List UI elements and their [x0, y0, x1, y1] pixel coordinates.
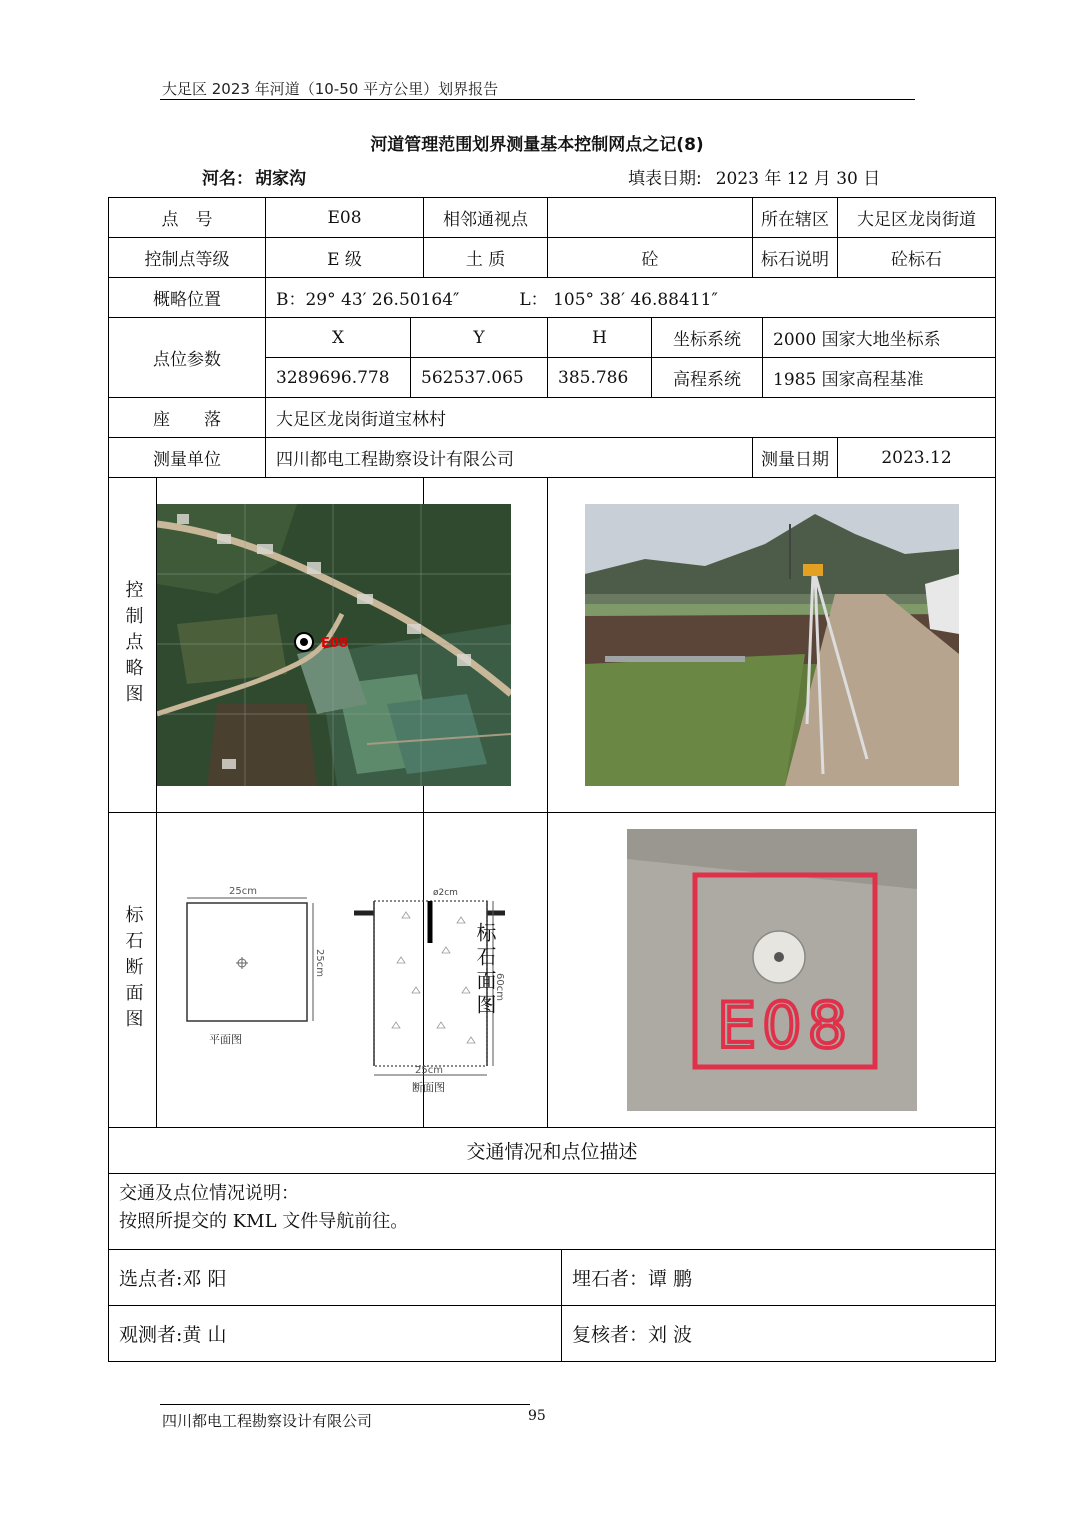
grade-value: E 级: [266, 238, 424, 278]
depth-label: 60cm: [494, 972, 505, 1001]
river-name: [200, 164, 306, 189]
coord-sys-value: 2000 国家大地坐标系: [763, 318, 996, 358]
marker-label: 标石说明: [753, 238, 838, 278]
page-number: 95: [528, 1408, 546, 1424]
district-value: 大足区龙岗街道: [838, 198, 996, 238]
district-label: 所在辖区: [753, 198, 838, 238]
unit-value: 四川都电工程勘察设计有限公司: [266, 438, 753, 478]
section-caption: 断面图: [412, 1080, 445, 1093]
adjacent-label: 相邻通视点: [424, 198, 548, 238]
section-width-label: 25cm: [415, 1064, 443, 1076]
survey-date-label: 测量日期: [753, 438, 838, 478]
plan-caption: 平面图: [209, 1032, 242, 1046]
longitude: L： 105° 38′ 46.88411″: [519, 290, 718, 310]
river-label: 河名：: [202, 169, 253, 189]
site-value: 大足区龙岗街道宝林村: [266, 398, 996, 438]
elev-sys-value: 1985 国家高程基准: [763, 358, 996, 398]
sketch-label: 控制点略图: [122, 580, 144, 710]
site-label: 座 落: [109, 398, 266, 438]
sketch-map-cell: [157, 478, 424, 813]
x-label: X: [266, 318, 411, 358]
coord-sys-label: 坐标系统: [652, 318, 763, 358]
header-divider: [160, 99, 915, 100]
plan-view: [187, 886, 325, 1046]
traffic-desc-cell: [109, 1174, 996, 1250]
soil-value: 砼: [548, 238, 753, 278]
fill-date: [628, 164, 880, 189]
photo-cell: [548, 478, 996, 813]
marker-value: 砼标石: [838, 238, 996, 278]
face-photo-cell: [548, 813, 996, 1128]
h-value: 385.786: [548, 358, 652, 398]
control-point-table: [108, 197, 996, 1362]
adjacent-value: [548, 198, 753, 238]
x-value: 3289696.778: [266, 358, 411, 398]
observer: 观测者:黄 山: [109, 1306, 562, 1362]
sketch-point-label: E08: [321, 636, 348, 651]
plan-height-label: 25cm: [314, 948, 325, 977]
plan-width-label: 25cm: [229, 885, 257, 897]
report-header: 大足区 2023 年河道（10-50 平方公里）划界报告: [162, 80, 499, 98]
fill-date-label: 填表日期:: [628, 169, 702, 189]
marker-face-photo: [627, 829, 917, 1111]
face-label: 标石面图: [473, 922, 498, 1018]
footer-divider: [160, 1404, 530, 1405]
section-label: 标石断面图: [122, 905, 144, 1035]
y-value: 562537.065: [411, 358, 548, 398]
grade-label: 控制点等级: [109, 238, 266, 278]
fill-date-value: 2023 年 12 月 30 日: [715, 169, 881, 189]
selector: 选点者:邓 阳: [109, 1250, 562, 1306]
soil-label: 土 质: [424, 238, 548, 278]
traffic-title: 交通情况和点位描述: [109, 1128, 996, 1174]
marker-section-drawing: [157, 843, 512, 1093]
traffic-desc: 按照所提交的 KML 文件导航前往。: [119, 1211, 409, 1232]
y-label: Y: [411, 318, 548, 358]
survey-date-value: 2023.12: [838, 438, 996, 478]
location-label: 概略位置: [109, 278, 266, 318]
h-label: H: [548, 318, 652, 358]
river-value: 胡家沟: [255, 169, 306, 189]
latitude: B：29° 43′ 26.50164″: [276, 290, 460, 310]
traffic-desc-label: 交通及点位情况说明：: [119, 1183, 299, 1204]
reviewer: 复核者：刘 波: [562, 1306, 996, 1362]
satellite-sketch-map: [157, 504, 511, 786]
point-no-value: E08: [266, 198, 424, 238]
page-title: 河道管理范围划界测量基本控制网点之记(8): [370, 135, 704, 155]
params-label: 点位参数: [109, 318, 266, 398]
footer-company: 四川都电工程勘察设计有限公司: [162, 1412, 373, 1430]
section-label-cell: [109, 813, 157, 1128]
sketch-label-cell: [109, 478, 157, 813]
burier: 埋石者：谭 鹏: [562, 1250, 996, 1306]
rod-diameter-label: ø2cm: [433, 887, 458, 898]
face-marker-text: E08: [716, 989, 853, 1062]
point-no-label: 点 号: [109, 198, 266, 238]
site-photo: [585, 504, 959, 786]
location-value: [266, 278, 996, 318]
elev-sys-label: 高程系统: [652, 358, 763, 398]
unit-label: 测量单位: [109, 438, 266, 478]
